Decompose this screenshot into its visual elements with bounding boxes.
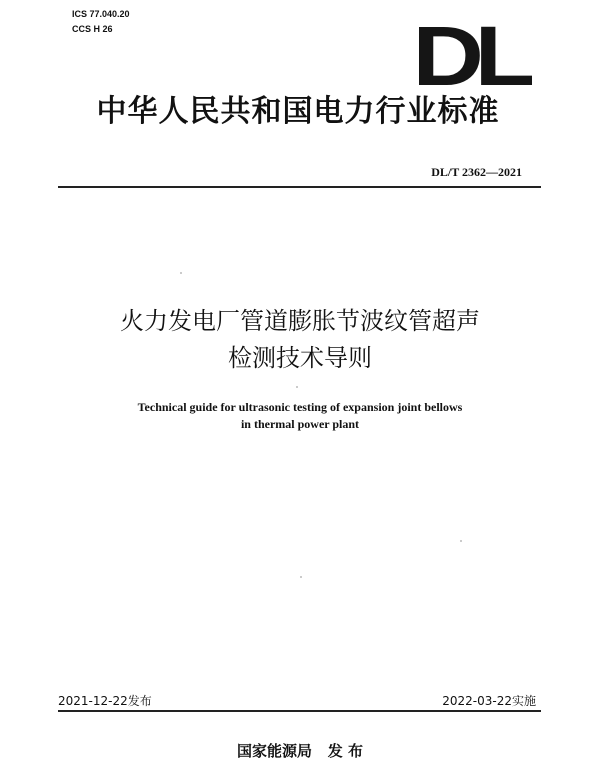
title-english-line-1: Technical guide for ultrasonic testing of expansion joint bellows (137, 400, 463, 414)
title-chinese-line-1: 火力发电厂管道膨胀节波纹管超声 (120, 307, 480, 335)
publisher-name: 国家能源局 (237, 742, 313, 760)
dl-logo-text: DL (412, 9, 526, 103)
footer-divider (58, 710, 541, 712)
header-divider (58, 186, 541, 188)
dl-logo (399, 9, 539, 103)
publisher-action: 发 布 (327, 742, 363, 760)
title-english-line-2: in thermal power plant (240, 417, 360, 431)
publisher-line (0, 740, 600, 761)
standard-number: DL/T 2362—2021 (431, 165, 522, 179)
scan-speck (460, 540, 462, 542)
implementation-date: 2022-03-22实施 (442, 694, 536, 708)
standard-category-title: 中华人民共和国电力行业标准 (96, 94, 500, 129)
scan-speck (300, 576, 302, 578)
scan-speck (296, 386, 298, 388)
scan-speck (180, 272, 182, 274)
title-chinese-line-2: 检测技术导则 (228, 344, 372, 372)
issue-date: 2021-12-22发布 (58, 694, 152, 708)
ccs-code: CCS H 26 (72, 24, 113, 34)
ics-code: ICS 77.040.20 (72, 9, 130, 19)
